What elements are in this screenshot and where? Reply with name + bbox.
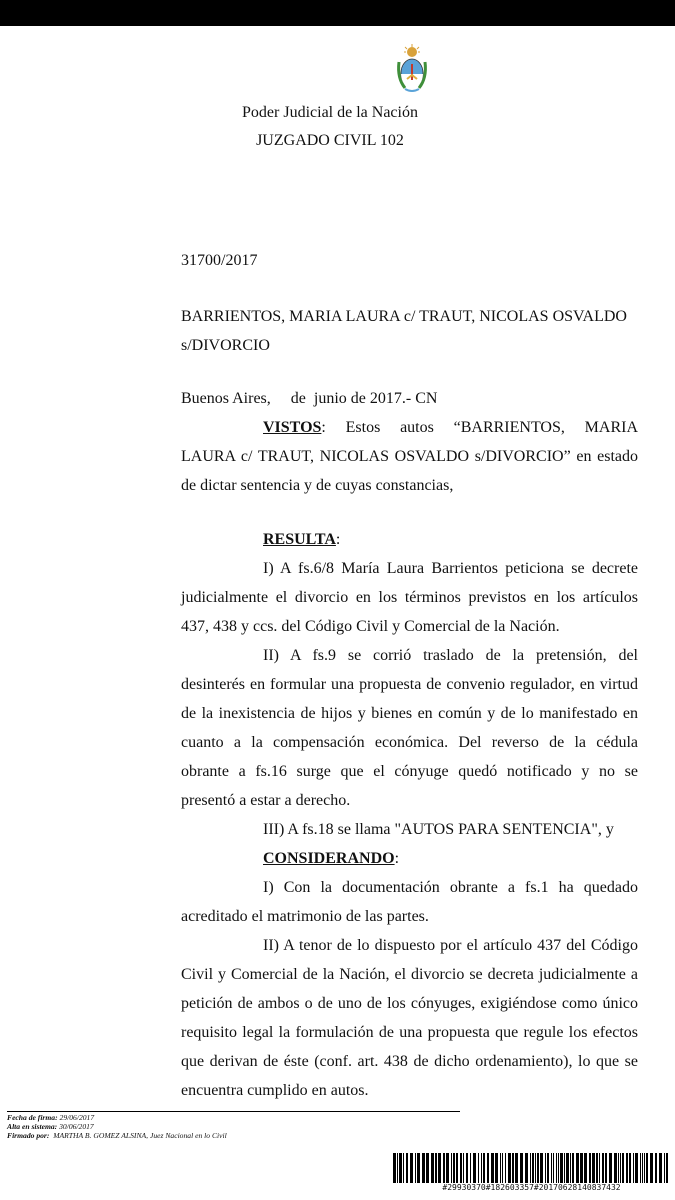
resulta-iii-line: III) A fs.18 se llama "AUTOS PARA SENTENCIA", y <box>263 821 614 838</box>
fecha-firma-label: Fecha de firma: <box>7 1113 58 1122</box>
signature-footer <box>7 1113 227 1140</box>
considerando-ii-line: que derivan de éste (conf. art. 438 de dicho ordenamiento), lo que se <box>181 1053 638 1070</box>
court-name: Poder Judicial de la Nación <box>242 104 418 121</box>
caratula-line-2: s/DIVORCIO <box>181 337 270 354</box>
resulta-ii-line: desinterés en formular una propuesta de convenio regulador, en virtud <box>181 676 638 693</box>
fecha-firma-value: 29/06/2017 <box>59 1113 95 1122</box>
alta-sistema-row <box>7 1122 227 1131</box>
resulta-i-line: judicialmente el divorcio en los términos previstos en los artículos <box>181 589 638 606</box>
resulta-ii-line: presentó a estar a derecho. <box>181 792 351 809</box>
caratula-line-1: BARRIENTOS, MARIA LAURA c/ TRAUT, NICOLAS OSVALDO <box>181 308 627 325</box>
vistos-text-1: : Estos autos “BARRIENTOS, MARIA <box>321 419 638 436</box>
considerando-label: CONSIDERANDO <box>263 850 395 867</box>
considerando-ii-line: encuentra cumplido en autos. <box>181 1082 369 1099</box>
resulta-ii-line: de la inexistencia de hijos y bienes en común y de lo manifestado en <box>181 705 638 722</box>
fecha-line: Buenos Aires, de junio de 2017.- CN <box>181 390 438 407</box>
fecha-firma-row <box>7 1113 227 1122</box>
considerando-ii-line: Civil y Comercial de la Nación, el divorcio se decreta judicialmente a <box>181 966 638 983</box>
vistos-label: VISTOS <box>263 419 322 436</box>
resulta-ii-line: II) A fs.9 se corrió traslado de la pretensión, del <box>263 647 638 664</box>
footer-divider <box>7 1111 460 1112</box>
national-coat-of-arms-icon <box>393 44 431 94</box>
juzgado-name: JUZGADO CIVIL 102 <box>256 132 404 149</box>
expediente-number: 31700/2017 <box>181 252 258 269</box>
considerando-colon: : <box>394 850 400 867</box>
vistos-section <box>181 384 638 500</box>
considerando-heading <box>181 844 638 873</box>
vistos-line-2: LAURA c/ TRAUT, NICOLAS OSVALDO s/DIVORCIO” en estado <box>181 448 638 465</box>
resulta-ii-line: cuanto a la compensación económica. Del reverso de la cédula <box>181 734 638 751</box>
considerando-ii-line: petición de ambos o de uno de los cónyuges, exigiéndose como único <box>181 995 638 1012</box>
resulta-i-line: 437, 438 y ccs. del Código Civil y Comercial de la Nación. <box>181 618 560 635</box>
considerando-ii-line: requisito legal la formulación de una propuesta que regule los efectos <box>181 1024 638 1041</box>
firmado-por-label: Firmado por: <box>7 1131 50 1140</box>
barcode-icon <box>393 1153 670 1183</box>
top-black-bar <box>0 0 675 26</box>
considerando-ii-line: II) A tenor de lo dispuesto por el artículo 437 del Código <box>263 937 638 954</box>
caratula <box>181 302 638 360</box>
resulta-colon: : <box>335 531 341 548</box>
resulta-ii-line: obrante a fs.16 surge que el cónyuge quedó notificado y no se <box>181 763 638 780</box>
resulta-section <box>181 525 638 1105</box>
vistos-line-1 <box>181 413 638 442</box>
vistos-line-3: de dictar sentencia y de cuyas constancias, <box>181 477 454 494</box>
resulta-label: RESULTA <box>263 531 336 548</box>
alta-sistema-label: Alta en sistema: <box>7 1122 58 1131</box>
barcode-number: #29930370#182603357#20170628140837432 <box>442 1183 621 1192</box>
firmado-por-value: MARTHA B. GOMEZ ALSINA, Juez Nacional en lo Civil <box>53 1131 227 1140</box>
considerando-i-line: I) Con la documentación obrante a fs.1 ha quedado <box>263 879 638 896</box>
firmado-por-row <box>7 1131 227 1140</box>
considerando-i-line: acreditado el matrimonio de las partes. <box>181 908 429 925</box>
alta-sistema-value: 30/06/2017 <box>59 1122 94 1131</box>
resulta-heading <box>181 525 638 554</box>
resulta-i-line: I) A fs.6/8 María Laura Barrientos peticiona se decrete <box>263 560 638 577</box>
